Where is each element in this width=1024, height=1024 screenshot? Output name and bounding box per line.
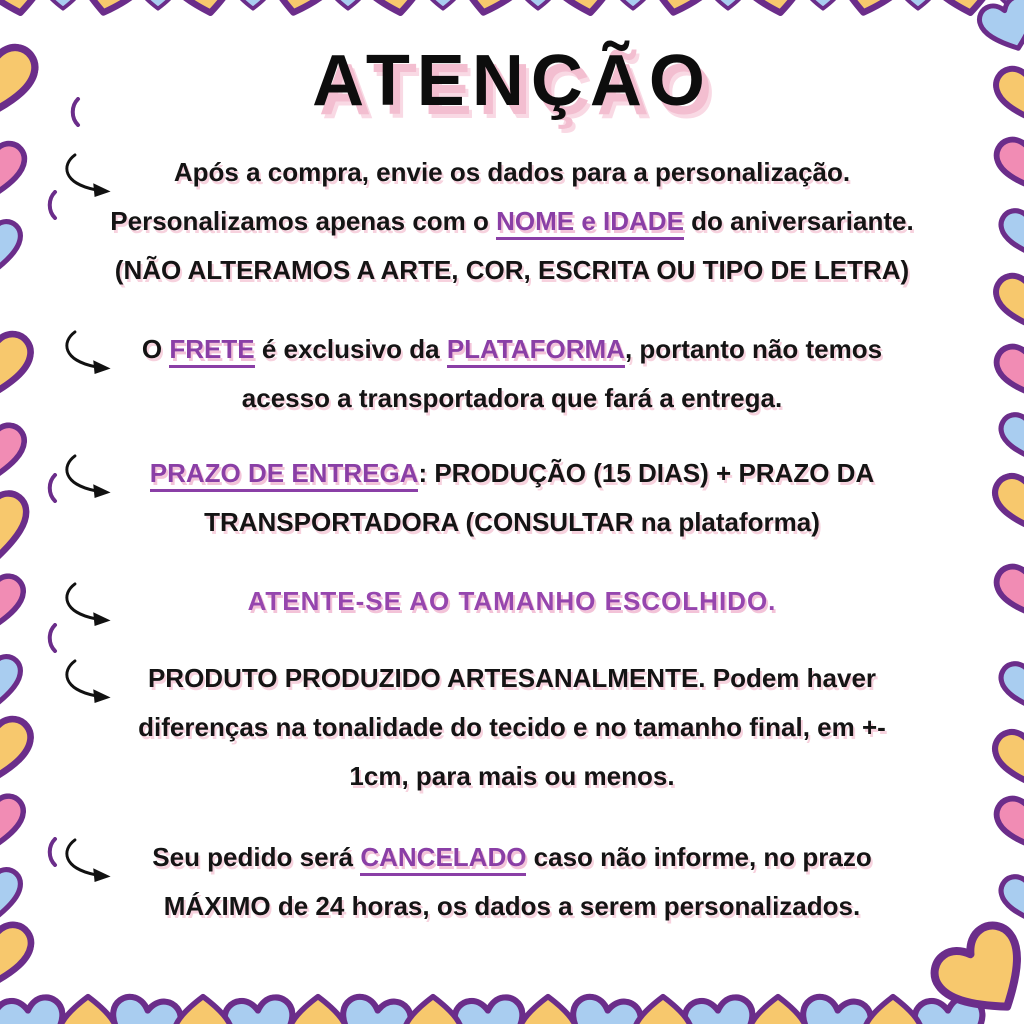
- notice-line: [95, 148, 929, 197]
- notice-text: diferenças na tonalidade do tecido e no tamanho final, em +-: [138, 712, 886, 742]
- notice-text: Personalizamos apenas com o: [110, 206, 497, 236]
- notice-line: [95, 752, 929, 801]
- notice-text: é exclusivo da: [254, 334, 447, 364]
- notice-line: [95, 882, 929, 931]
- notice-line: [95, 449, 929, 498]
- curved-arrow-icon: [53, 579, 117, 629]
- notice-line: [95, 654, 929, 703]
- notice-item: [95, 449, 929, 547]
- notice-item: [95, 654, 929, 801]
- notice-list: [95, 148, 929, 931]
- notice-line: [95, 577, 929, 626]
- notice-text: 1cm, para mais ou menos.: [349, 761, 675, 791]
- notice-text: TRANSPORTADORA (CONSULTAR na plataforma): [204, 507, 820, 537]
- highlighted-term: PLATAFORMA: [447, 334, 625, 368]
- notice-text: , portanto não temos: [624, 334, 883, 364]
- highlighted-term: PRAZO DE ENTREGA: [150, 458, 419, 492]
- notice-item: [95, 148, 929, 295]
- notice-text: Após a compra, envie os dados para a personalização.: [173, 157, 851, 187]
- curved-arrow-icon: [53, 835, 117, 885]
- notice-text: acesso a transportadora que fará a entrega.: [241, 383, 783, 413]
- notice-item: [95, 325, 929, 423]
- notice-line: [95, 703, 929, 752]
- highlighted-term: CANCELADO: [360, 842, 526, 876]
- notice-line: [95, 833, 929, 882]
- notice-item: [95, 577, 929, 626]
- notice-line: [95, 246, 929, 295]
- accent-text: ATENTE-SE AO TAMANHO ESCOLHIDO.: [247, 586, 777, 616]
- page-title: ATENÇÃO: [312, 41, 712, 121]
- curved-arrow-icon: [53, 150, 117, 200]
- notice-text: do aniversariante.: [683, 206, 914, 236]
- notice-line: [95, 197, 929, 246]
- notice-line: [95, 498, 929, 547]
- notice-text: MÁXIMO de 24 horas, os dados a serem personalizados.: [163, 891, 861, 921]
- notice-text: O: [141, 334, 170, 364]
- notice-item: [95, 833, 929, 931]
- notice-text: : PRODUÇÃO (15 DIAS) + PRAZO DA: [418, 458, 875, 488]
- curved-arrow-icon: [53, 327, 117, 377]
- notice-text: (NÃO ALTERAMOS A ARTE, COR, ESCRITA OU TIPO DE LETRA): [114, 255, 910, 285]
- notice-text: caso não informe, no prazo: [526, 842, 872, 872]
- highlighted-term: FRETE: [169, 334, 254, 368]
- highlighted-term: NOME e IDADE: [496, 206, 684, 240]
- notice-text: Seu pedido será: [152, 842, 361, 872]
- notice-text: PRODUTO PRODUZIDO ARTESANALMENTE. Podem haver: [147, 663, 877, 693]
- notice-line: [95, 374, 929, 423]
- notice-line: [95, 325, 929, 374]
- curved-arrow-icon: [53, 656, 117, 706]
- curved-arrow-icon: [53, 451, 117, 501]
